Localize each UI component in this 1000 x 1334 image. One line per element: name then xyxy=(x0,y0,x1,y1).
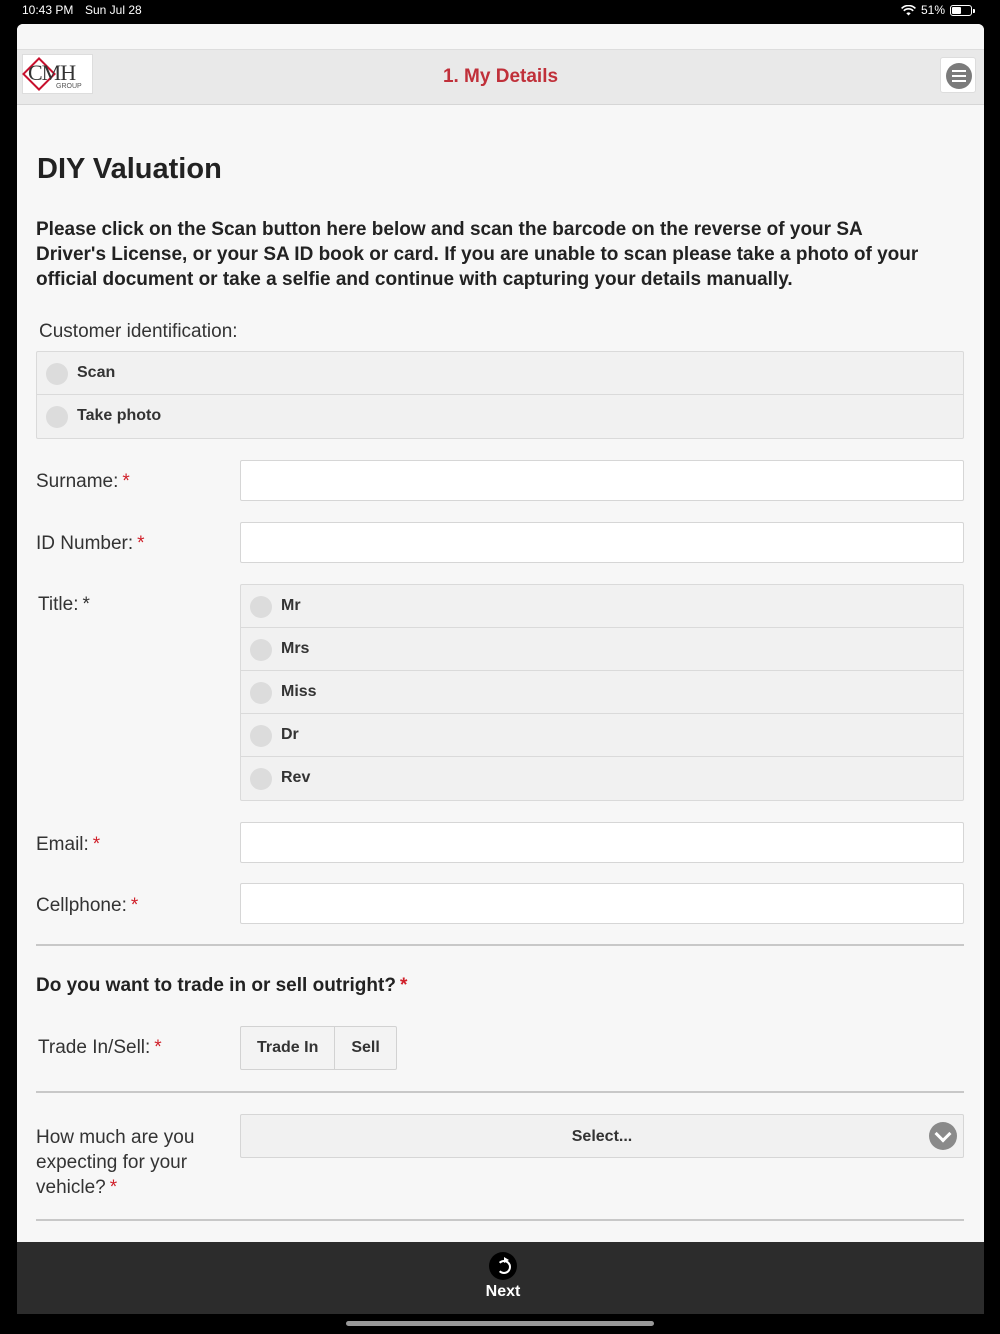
required-marker: * xyxy=(109,1177,118,1198)
footer-bar xyxy=(17,1242,984,1314)
radio-label: Mrs xyxy=(281,640,310,657)
trade-sell-segmented-control xyxy=(240,1026,397,1070)
radio-button[interactable] xyxy=(250,682,272,704)
cellphone-input[interactable] xyxy=(240,883,964,924)
required-marker: * xyxy=(399,975,408,996)
radio-button[interactable] xyxy=(250,639,272,661)
expect-label-line: How much are you xyxy=(36,1127,195,1148)
required-marker: * xyxy=(137,533,145,554)
expect-label-line-text: vehicle? xyxy=(36,1177,106,1198)
radio-option-mrs[interactable] xyxy=(241,628,963,671)
radio-option-take-photo[interactable] xyxy=(37,395,963,438)
title-label xyxy=(38,594,90,616)
surname-label xyxy=(36,471,130,493)
radio-label: Miss xyxy=(281,683,317,700)
page-header xyxy=(17,49,984,105)
radio-option-miss[interactable] xyxy=(241,671,963,714)
radio-option-dr[interactable] xyxy=(241,714,963,757)
title-label-text: Title: xyxy=(38,594,79,615)
app-window xyxy=(17,24,984,1314)
section-divider xyxy=(36,1219,964,1221)
required-marker: * xyxy=(154,1037,162,1058)
form-heading: DIY Valuation xyxy=(37,153,222,185)
customer-id-radio-group xyxy=(36,351,964,439)
battery-fill xyxy=(952,7,961,14)
trade-sell-label-text: Trade In/Sell: xyxy=(38,1037,151,1058)
radio-option-scan[interactable] xyxy=(37,352,963,395)
expected-price-select[interactable] xyxy=(240,1114,964,1158)
top-strip xyxy=(17,24,984,49)
surname-input[interactable] xyxy=(240,460,964,501)
cellphone-label xyxy=(36,895,138,917)
radio-button[interactable] xyxy=(250,596,272,618)
radio-button[interactable] xyxy=(46,406,68,428)
status-bar xyxy=(0,0,1000,22)
radio-button[interactable] xyxy=(46,363,68,385)
radio-label: Mr xyxy=(281,597,301,614)
required-marker: * xyxy=(92,834,101,855)
surname-label-text: Surname: xyxy=(36,471,119,492)
radio-label: Rev xyxy=(281,769,311,786)
status-right xyxy=(901,3,972,17)
expect-label-line: expecting for your xyxy=(36,1152,188,1173)
menu-button[interactable] xyxy=(940,57,976,93)
email-input[interactable] xyxy=(240,822,964,863)
radio-button[interactable] xyxy=(250,725,272,747)
id-number-label xyxy=(36,533,145,555)
expect-label xyxy=(36,1125,194,1200)
customer-id-label: Customer identification: xyxy=(39,321,238,342)
radio-label: Dr xyxy=(281,726,299,743)
trade-sell-label xyxy=(38,1037,162,1059)
expect-label-line xyxy=(36,1175,194,1200)
status-date: Sun Jul 28 xyxy=(85,3,142,17)
intro-text: Please click on the Scan button here below and scan the barcode on the reverse of your SA Driver's License, or your SA ID book or card. If you are unable to scan please take a photo of your official document or take a selfie and continue with capturing your details manually. xyxy=(36,219,919,290)
radio-option-mr[interactable] xyxy=(241,585,963,628)
required-marker: * xyxy=(130,895,139,916)
logo-text: CMH xyxy=(28,60,76,85)
home-indicator[interactable] xyxy=(346,1321,654,1326)
radio-option-rev[interactable] xyxy=(241,757,963,800)
battery-icon xyxy=(950,5,972,16)
cellphone-label-text: Cellphone: xyxy=(36,895,127,916)
next-label: Next xyxy=(485,1283,521,1300)
sell-button[interactable]: Sell xyxy=(334,1027,395,1069)
required-marker: * xyxy=(82,594,90,615)
email-label xyxy=(36,834,100,856)
battery-percent: 51% xyxy=(920,3,945,17)
title-radio-group xyxy=(240,584,964,801)
status-time: 10:43 PM xyxy=(22,3,74,17)
hamburger-icon xyxy=(946,63,972,89)
redo-arrow-icon xyxy=(489,1252,517,1280)
trade-question-text: Do you want to trade in or sell outright? xyxy=(36,975,396,996)
trade-in-button[interactable]: Trade In xyxy=(257,1039,319,1056)
select-value: Select... xyxy=(571,1128,633,1145)
id-number-input[interactable] xyxy=(240,522,964,563)
wifi-icon xyxy=(901,5,916,16)
next-button[interactable] xyxy=(467,1250,539,1306)
radio-label: Scan xyxy=(77,364,116,381)
radio-label: Take photo xyxy=(77,407,162,424)
id-number-label-text: ID Number: xyxy=(36,533,134,554)
chevron-down-icon xyxy=(929,1122,957,1150)
email-label-text: Email: xyxy=(36,834,89,855)
required-marker: * xyxy=(122,471,130,492)
section-divider xyxy=(36,1091,964,1093)
logo-subtext: GROUP xyxy=(56,83,82,90)
trade-question xyxy=(36,975,407,997)
radio-button[interactable] xyxy=(250,768,272,790)
page-title: 1. My Details xyxy=(442,66,559,87)
section-divider xyxy=(36,944,964,946)
